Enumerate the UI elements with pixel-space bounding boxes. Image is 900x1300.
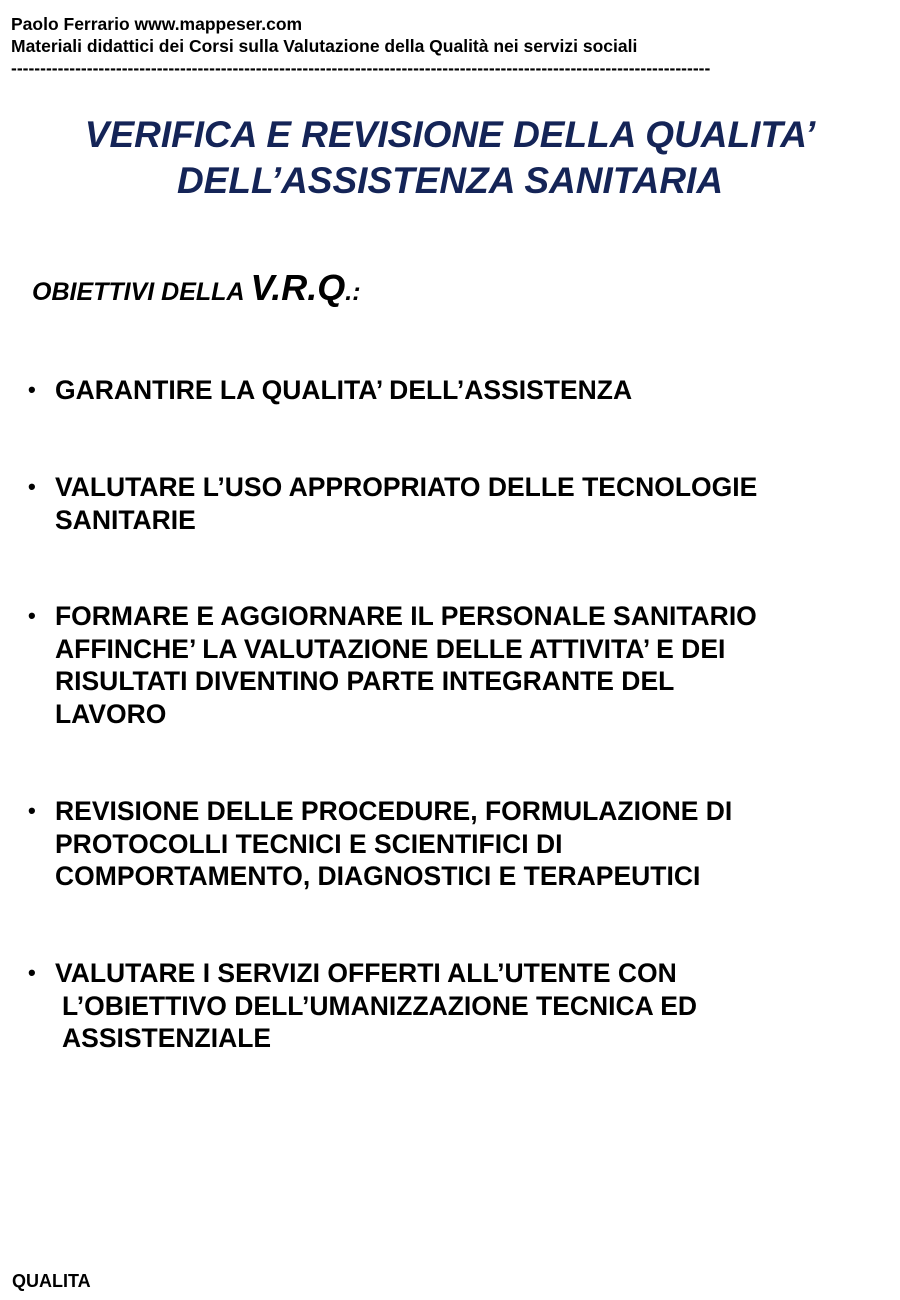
bullet-icon: • [28, 960, 36, 985]
page-footer: QUALITA [12, 1271, 91, 1291]
objective-line: LAVORO [55, 698, 167, 729]
bullet-icon: • [28, 603, 36, 628]
objective-line: SANITARIE [55, 504, 196, 535]
objective-item [28, 957, 878, 1055]
bullet-icon: • [28, 474, 36, 499]
objective-line: AFFINCHE’ LA VALUTAZIONE DELLE ATTIVITA’ E DEI [55, 633, 726, 664]
header-divider: ------------------------------------------------------------------------------------------------------------------------ [11, 58, 711, 78]
bullet-icon: • [28, 798, 36, 823]
objective-item [28, 600, 878, 730]
objective-text [28, 795, 878, 893]
objective-line: RISULTATI DIVENTINO PARTE INTEGRANTE DEL [55, 666, 675, 696]
objective-line: VALUTARE I SERVIZI OFFERTI ALL’UTENTE CON [55, 958, 677, 988]
objective-text [28, 957, 878, 1055]
objective-line: L’OBIETTIVO DELL’UMANIZZAZIONE TECNICA ED [62, 990, 698, 1021]
page-title [0, 112, 900, 204]
page-header [11, 13, 726, 79]
objective-item [28, 471, 878, 536]
objective-item [28, 374, 878, 407]
section-heading [32, 266, 361, 314]
header-author: Paolo Ferrario www.mappeser.com [11, 14, 303, 34]
objective-text [28, 471, 878, 536]
objective-item [28, 795, 878, 893]
bullet-icon: • [28, 377, 36, 402]
objective-line: FORMARE E AGGIORNARE IL PERSONALE SANITARIO [55, 601, 757, 631]
page-title-line-2: DELL’ASSISTENZA SANITARIA [176, 160, 724, 201]
objective-line: ASSISTENZIALE [62, 1023, 272, 1053]
objective-line: PROTOCOLLI TECNICI E SCIENTIFICI DI [55, 828, 563, 859]
objective-text [28, 374, 878, 407]
header-course: Materiali didattici dei Corsi sulla Valutazione della Qualità nei servizi sociali [11, 36, 638, 56]
objective-line: GARANTIRE LA QUALITA’ DELL’ASSISTENZA [55, 375, 633, 405]
objective-line: COMPORTAMENTO, DIAGNOSTICI E TERAPEUTICI [55, 861, 701, 891]
section-heading-acronym: V.R.Q [250, 267, 346, 308]
objective-text [28, 600, 878, 730]
objective-line: REVISIONE DELLE PROCEDURE, FORMULAZIONE DI [55, 796, 733, 826]
objective-line: VALUTARE L’USO APPROPRIATO DELLE TECNOLOGIE [55, 472, 758, 502]
page-title-line-1: VERIFICA E REVISIONE DELLA QUALITA’ [84, 114, 816, 155]
section-heading-suffix: .: [345, 278, 361, 306]
section-heading-prefix: OBIETTIVI DELLA [32, 278, 251, 306]
